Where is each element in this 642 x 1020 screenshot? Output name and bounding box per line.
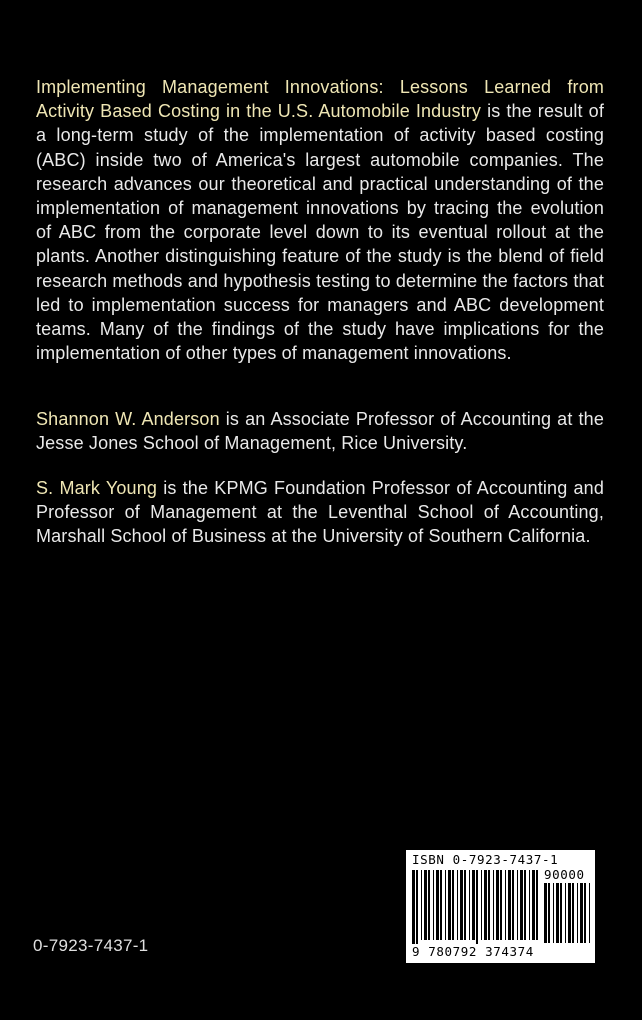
barcode-bar <box>532 870 535 940</box>
barcode-bar <box>493 870 494 940</box>
isbn-barcode <box>406 850 595 963</box>
barcode-bar <box>589 883 590 943</box>
author-name-anderson: Shannon W. Anderson <box>36 409 220 429</box>
author-bio-text-anderson: is an Associate Professor of Accounting at the Jesse Jones School of Management, Rice University. <box>36 409 604 454</box>
barcode-bar <box>505 870 506 940</box>
barcode-bar <box>440 870 442 940</box>
barcode-bar <box>448 870 451 940</box>
ean13-barcode-bars <box>412 870 540 944</box>
book-title-highlight: Implementing Management Innovations: Lessons Learned from Activity Based Costing in the U.S. Automobile Industry <box>36 77 604 122</box>
barcode-bar <box>457 870 458 940</box>
barcode-bar <box>412 870 415 944</box>
barcode-bar <box>496 870 499 940</box>
barcode-bar <box>481 870 482 940</box>
barcode-bar <box>536 870 538 940</box>
author-bio-young <box>36 476 604 549</box>
barcode-bar <box>512 870 514 940</box>
barcode-bar <box>553 883 554 943</box>
barcode-bar <box>577 883 578 943</box>
barcode-bar <box>544 883 547 943</box>
barcode-bar <box>488 870 490 940</box>
author-bio-anderson <box>36 407 604 455</box>
barcode-bar <box>469 870 470 940</box>
barcode-bar <box>568 883 571 943</box>
barcode-bar <box>524 870 526 940</box>
barcode-bar <box>416 870 418 944</box>
price-code: 90000 <box>544 867 585 882</box>
barcode-bar <box>424 870 427 940</box>
barcode-bar <box>445 870 446 940</box>
addon-barcode-bars <box>544 883 590 943</box>
barcode-bar <box>500 870 502 940</box>
barcode-bar <box>565 883 566 943</box>
barcode-bar <box>472 870 475 940</box>
barcode-bar <box>580 883 583 943</box>
barcode-bar <box>484 870 487 940</box>
barcode-bar <box>517 870 518 940</box>
barcode-bar <box>508 870 511 940</box>
author-bio-text-young: is the KPMG Foundation Professor of Accounting and Professor of Management at the Leventhal School of Accounting, Marshall School of Business at the University of Southern California. <box>36 478 604 547</box>
barcode-bar <box>584 883 586 943</box>
barcode-bar <box>436 870 439 940</box>
book-description <box>36 75 604 365</box>
barcode-bar <box>452 870 454 940</box>
barcode-bar <box>548 883 550 943</box>
barcode-bar <box>464 870 466 940</box>
barcode-bar <box>428 870 430 940</box>
spine-isbn: 0-7923-7437-1 <box>33 936 149 955</box>
barcode-bar <box>556 883 559 943</box>
barcode-bar <box>560 883 562 943</box>
barcode-bar <box>421 870 422 940</box>
isbn-caption: ISBN 0-7923-7437-1 <box>412 852 559 867</box>
barcode-bar <box>460 870 463 940</box>
book-description-body: is the result of a long-term study of the implementation of activity based costing (ABC) inside two of America's largest automobile companies. The research advances our theoretical and practical understanding of the implementation of management innovations by tracing the evolution of ABC from the corporate level down to its eventual rollout at the plants. Another distinguishing feature of the study is the blend of field research methods and hypothesis testing to determine the factors that led to implementation success for managers and ABC development teams. Many of the findings of the study have implications for the implementation of other types of management innovations. <box>36 101 604 364</box>
barcode-bar <box>529 870 530 940</box>
barcode-bar <box>476 870 478 944</box>
author-name-young: S. Mark Young <box>36 478 158 498</box>
ean-digits: 9 780792 374374 <box>412 944 534 959</box>
barcode-bar <box>433 870 434 940</box>
barcode-bar <box>520 870 523 940</box>
barcode-bar <box>572 883 574 943</box>
